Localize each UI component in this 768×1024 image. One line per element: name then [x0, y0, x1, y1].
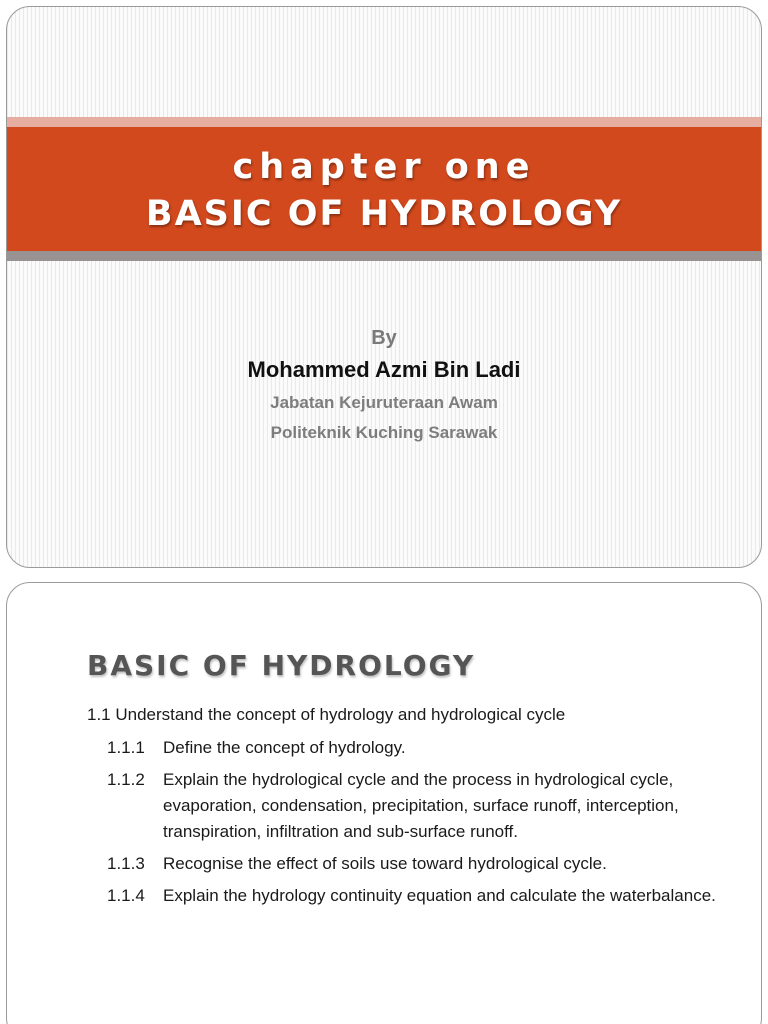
list-item: [107, 883, 727, 909]
list-item: [107, 767, 727, 845]
item-text: Explain the hydrology continuity equation and calculate the waterbalance.: [163, 886, 716, 905]
item-number: 1.1.4: [107, 886, 145, 905]
objective-heading: 1.1 Understand the concept of hydrology and hydrological cycle: [87, 705, 566, 724]
author-name: Mohammed Azmi Bin Ladi: [247, 357, 521, 382]
item-number: 1.1.2: [107, 770, 145, 789]
item-text: Explain the hydrological cycle and the process in hydrological cycle, evaporation, condensation, precipitation, surface runoff, interception, transpiration, infiltration and sub-surface runoff.: [163, 770, 679, 841]
slide-title: BASIC OF HYDROLOGY: [145, 194, 623, 234]
title-band: [7, 127, 761, 251]
title-slide: [6, 6, 762, 568]
objective-list: [107, 735, 727, 915]
content-slide-title: BASIC OF HYDROLOGY: [87, 649, 476, 682]
item-number: 1.1.3: [107, 854, 145, 873]
list-item: [107, 851, 727, 877]
content-slide: [6, 582, 762, 1024]
by-label: By: [371, 327, 397, 349]
title-band-top-stripe: [7, 117, 761, 127]
item-number: 1.1.1: [107, 738, 145, 757]
list-item: [107, 735, 727, 761]
author-block: [7, 325, 761, 445]
department-name: Jabatan Kejuruteraan Awam: [270, 393, 498, 412]
item-text: Define the concept of hydrology.: [163, 738, 406, 757]
chapter-label: chapter one: [232, 147, 536, 187]
item-text: Recognise the effect of soils use toward hydrological cycle.: [163, 854, 607, 873]
institution-name: Politeknik Kuching Sarawak: [270, 423, 498, 442]
title-band-bottom-stripe: [7, 251, 761, 261]
